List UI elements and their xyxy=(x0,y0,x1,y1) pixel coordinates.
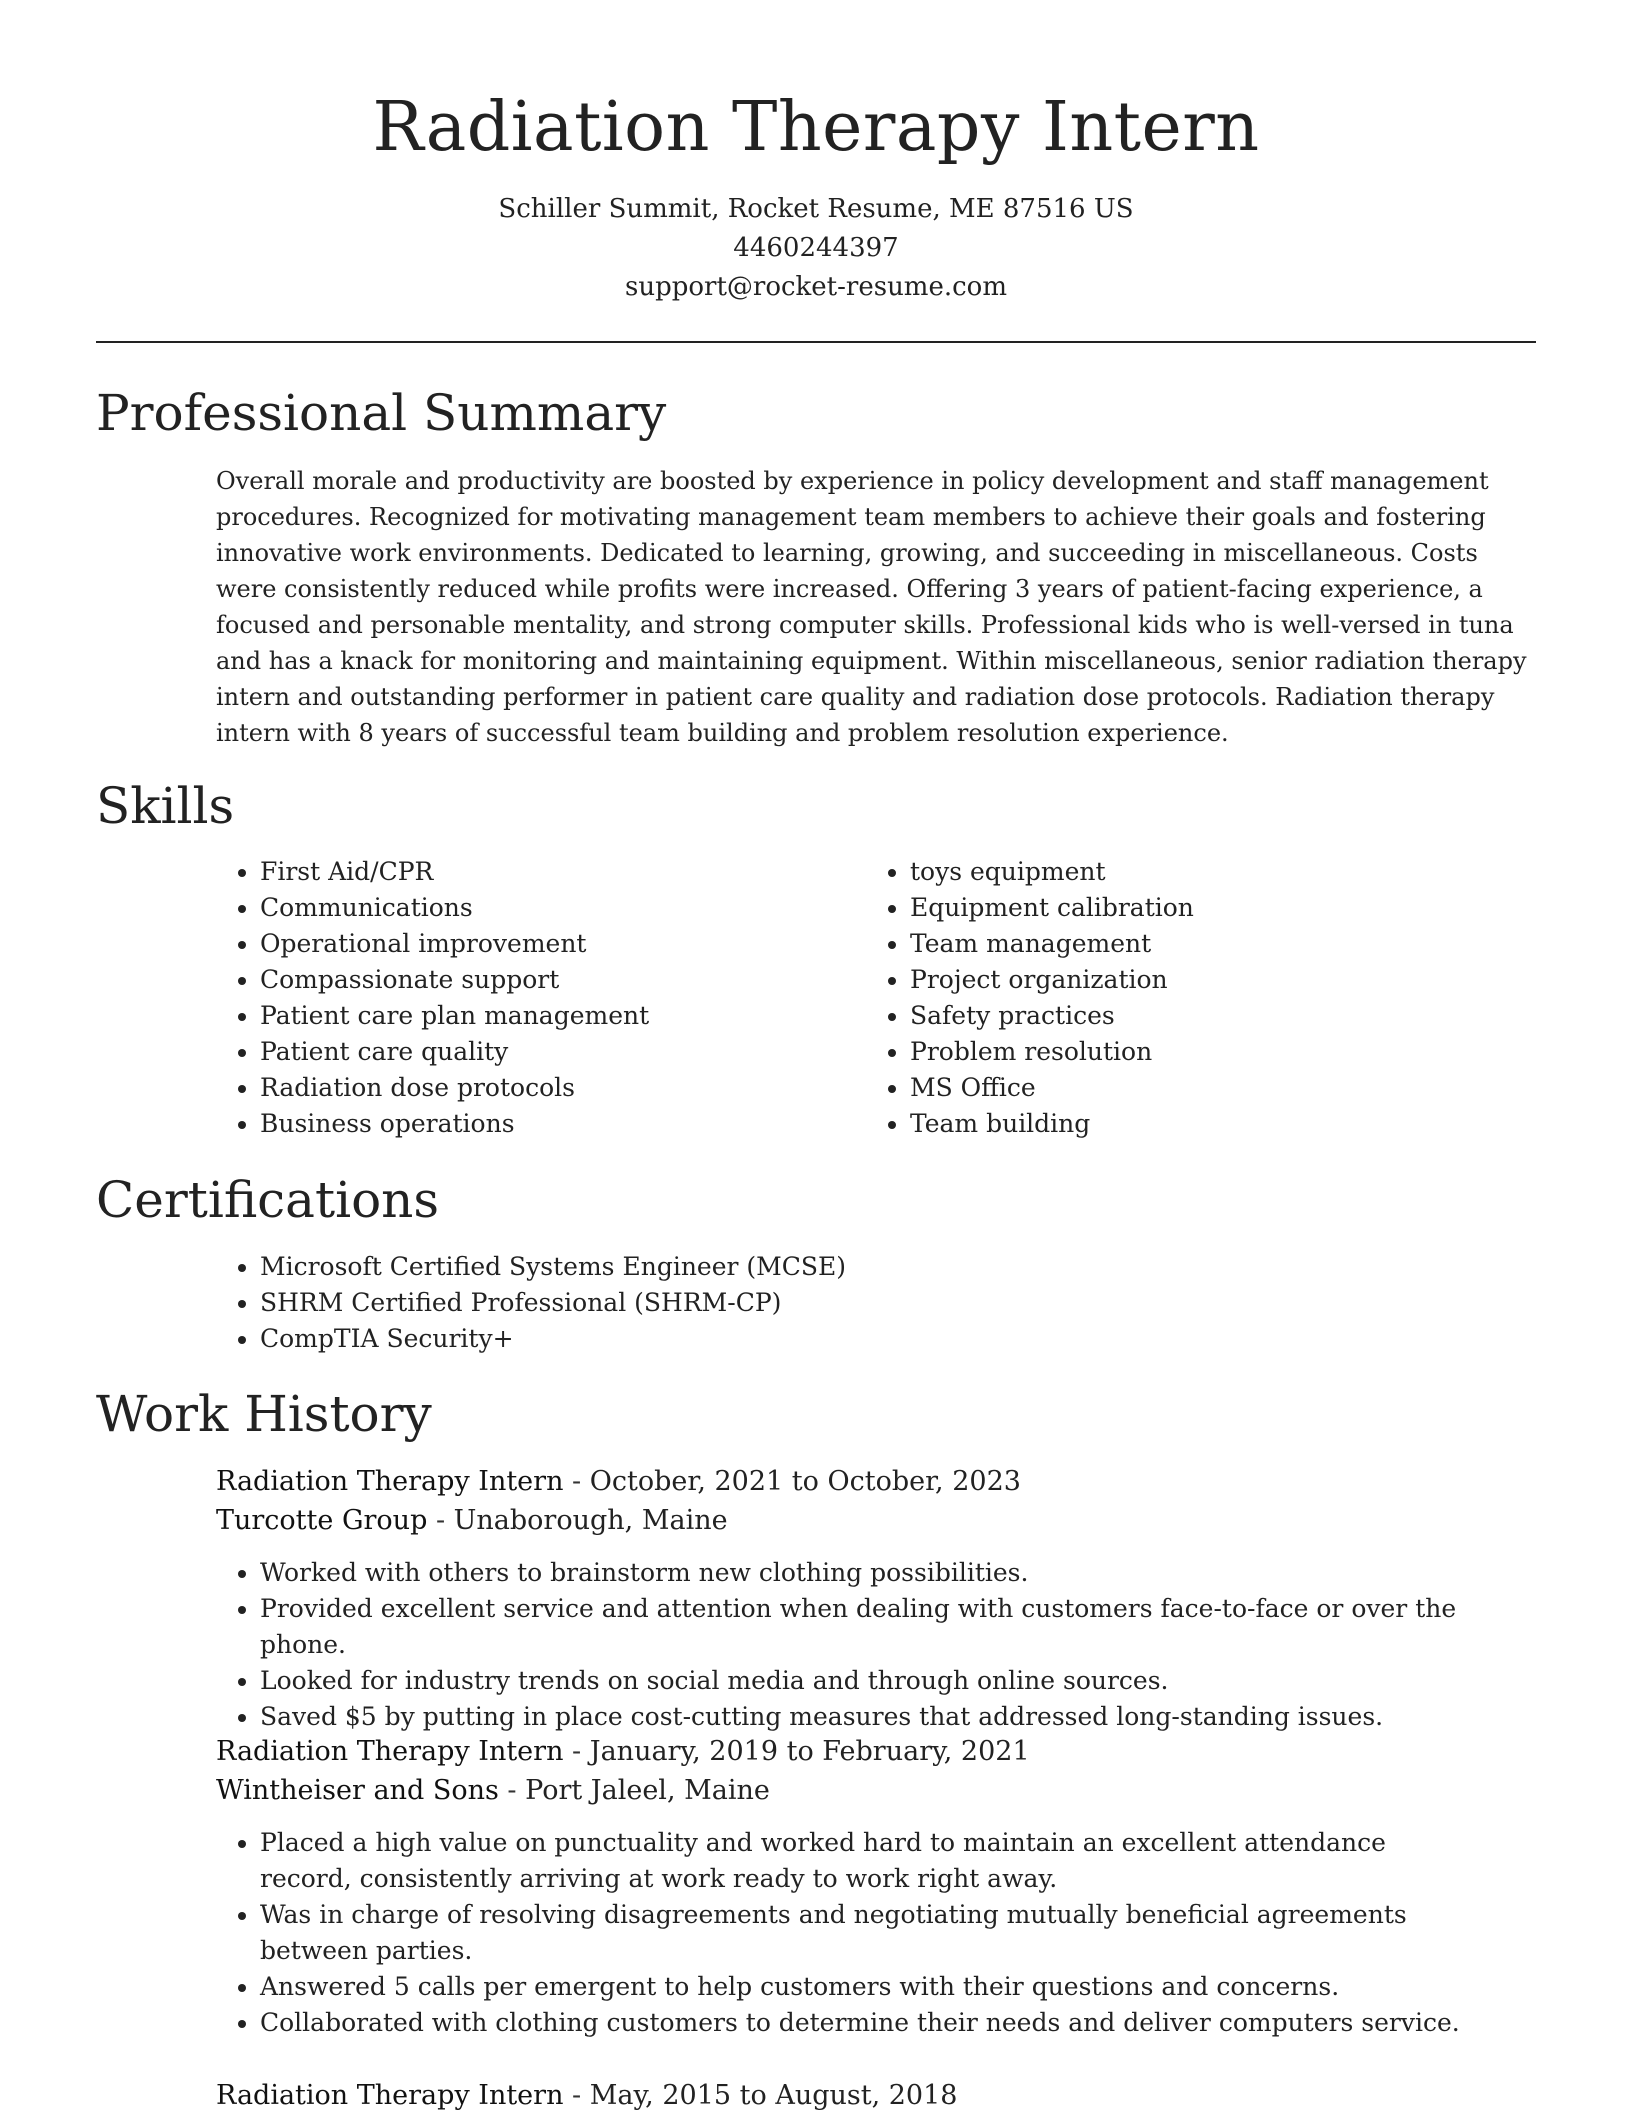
skills-heading: Skills xyxy=(96,777,235,835)
candidate-name: Radiation Therapy Intern xyxy=(372,88,1260,167)
job-role: Radiation Therapy Intern xyxy=(216,1466,564,1497)
contact-address: Schiller Summit, Rocket Resume, ME 87516 US xyxy=(498,194,1134,224)
job-separator: - xyxy=(563,1466,590,1497)
job-entry xyxy=(216,2076,1536,2115)
skills-list-left xyxy=(216,854,816,1142)
job-duties xyxy=(216,1555,1536,1735)
header-divider xyxy=(96,341,1536,343)
job-dates: October, 2021 to October, 2023 xyxy=(589,1466,1021,1497)
certification-item: • CompTIA Security+ xyxy=(260,1321,1536,1357)
skill-item: • Communications xyxy=(260,890,816,926)
contact-phone: 4460244397 xyxy=(733,233,899,263)
skill-item: • Business operations xyxy=(260,1106,816,1142)
job-duty-item: • Provided excellent service and attention when dealing with customers face-to-face or over the phone. xyxy=(260,1591,1536,1663)
job-entry xyxy=(216,1732,1536,1810)
skill-item: • Operational improvement xyxy=(260,926,816,962)
skill-item: • Safety practices xyxy=(910,998,1466,1034)
skill-item: • Compassionate support xyxy=(260,962,816,998)
job-dates: May, 2015 to August, 2018 xyxy=(589,2080,958,2111)
job-duty-item: • Was in charge of resolving disagreements and negotiating mutually beneficial agreements between parties. xyxy=(260,1897,1476,1969)
job-role-line xyxy=(216,2076,1536,2115)
skill-item: • Problem resolution xyxy=(910,1034,1466,1070)
job-location: Unaborough, Maine xyxy=(453,1505,728,1536)
job-role: Radiation Therapy Intern xyxy=(216,2080,564,2111)
skill-item: • Team building xyxy=(910,1106,1466,1142)
summary-section xyxy=(216,463,1536,751)
skill-item: • toys equipment xyxy=(910,854,1466,890)
job-role-line xyxy=(216,1462,1536,1501)
skills-column-left xyxy=(216,854,816,1142)
job-duty-item: • Saved $5 by putting in place cost-cutting measures that addressed long-standing issues. xyxy=(260,1699,1536,1735)
summary-heading: Professional Summary xyxy=(96,384,667,442)
job-duties xyxy=(216,1825,1476,2041)
job-company: Turcotte Group xyxy=(216,1505,428,1536)
job-entry xyxy=(216,1462,1536,1540)
job-separator: - xyxy=(427,1505,454,1536)
skill-item: • First Aid/CPR xyxy=(260,854,816,890)
job-duties-list xyxy=(216,1555,1536,1735)
skill-item: • Team management xyxy=(910,926,1466,962)
job-duty-item: • Answered 5 calls per emergent to help customers with their questions and concerns. xyxy=(260,1969,1476,2005)
job-duty-item: • Worked with others to brainstorm new clothing possibilities. xyxy=(260,1555,1536,1591)
contact-email: support@rocket-resume.com xyxy=(624,272,1007,302)
certification-item: • Microsoft Certified Systems Engineer (MCSE) xyxy=(260,1249,1536,1285)
certifications-list xyxy=(216,1249,1536,1357)
skill-item: • Patient care quality xyxy=(260,1034,816,1070)
skills-column-right xyxy=(866,854,1466,1142)
job-separator: - xyxy=(498,1775,526,1806)
job-separator: - xyxy=(563,2080,590,2111)
certifications-heading: Certifications xyxy=(96,1171,440,1229)
job-location: Port Jaleel, Maine xyxy=(525,1775,770,1806)
job-separator: - xyxy=(563,1736,590,1767)
job-company-line xyxy=(216,1501,1536,1540)
resume-header xyxy=(0,0,1632,307)
skill-item: • Equipment calibration xyxy=(910,890,1466,926)
job-role-line xyxy=(216,1732,1536,1771)
summary-text: Overall morale and productivity are boosted by experience in policy development and staff management procedures. Recognized for motivating management team members to achieve their goals and fostering innovative work environments. Dedicated to learning, growing, and succeeding in miscellaneous. Costs were consistently reduced while profits were increased. Offering 3 years of patient-facing experience, a focused and personable mentality, and strong computer skills. Professional kids who is well-versed in tuna and has a knack for monitoring and maintaining equipment. Within miscellaneous, senior radiation therapy intern and outstanding performer in patient care quality and radiation dose protocols. Radiation therapy intern with 8 years of successful team building and problem resolution experience. xyxy=(216,467,1527,747)
skill-item: • Radiation dose protocols xyxy=(260,1070,816,1106)
job-duty-item: • Placed a high value on punctuality and worked hard to maintain an excellent attendance record, consistently arriving at work ready to work right away. xyxy=(260,1825,1476,1897)
skills-list-right xyxy=(866,854,1466,1142)
certifications-section xyxy=(216,1249,1536,1357)
job-company: Wintheiser and Sons xyxy=(216,1775,499,1806)
job-role: Radiation Therapy Intern xyxy=(216,1736,564,1767)
skill-item: • Patient care plan management xyxy=(260,998,816,1034)
certification-item: • SHRM Certified Professional (SHRM-CP) xyxy=(260,1285,1536,1321)
contact-block xyxy=(0,190,1632,307)
job-duty-item: • Looked for industry trends on social media and through online sources. xyxy=(260,1663,1536,1699)
job-company-line xyxy=(216,1771,1536,1810)
job-duty-item: • Collaborated with clothing customers to determine their needs and deliver computers service. xyxy=(260,2005,1476,2041)
job-dates: January, 2019 to February, 2021 xyxy=(589,1736,1030,1767)
job-duties-list xyxy=(216,1825,1476,2041)
skill-item: • Project organization xyxy=(910,962,1466,998)
work-history-heading: Work History xyxy=(96,1385,432,1443)
skill-item: • MS Office xyxy=(910,1070,1466,1106)
